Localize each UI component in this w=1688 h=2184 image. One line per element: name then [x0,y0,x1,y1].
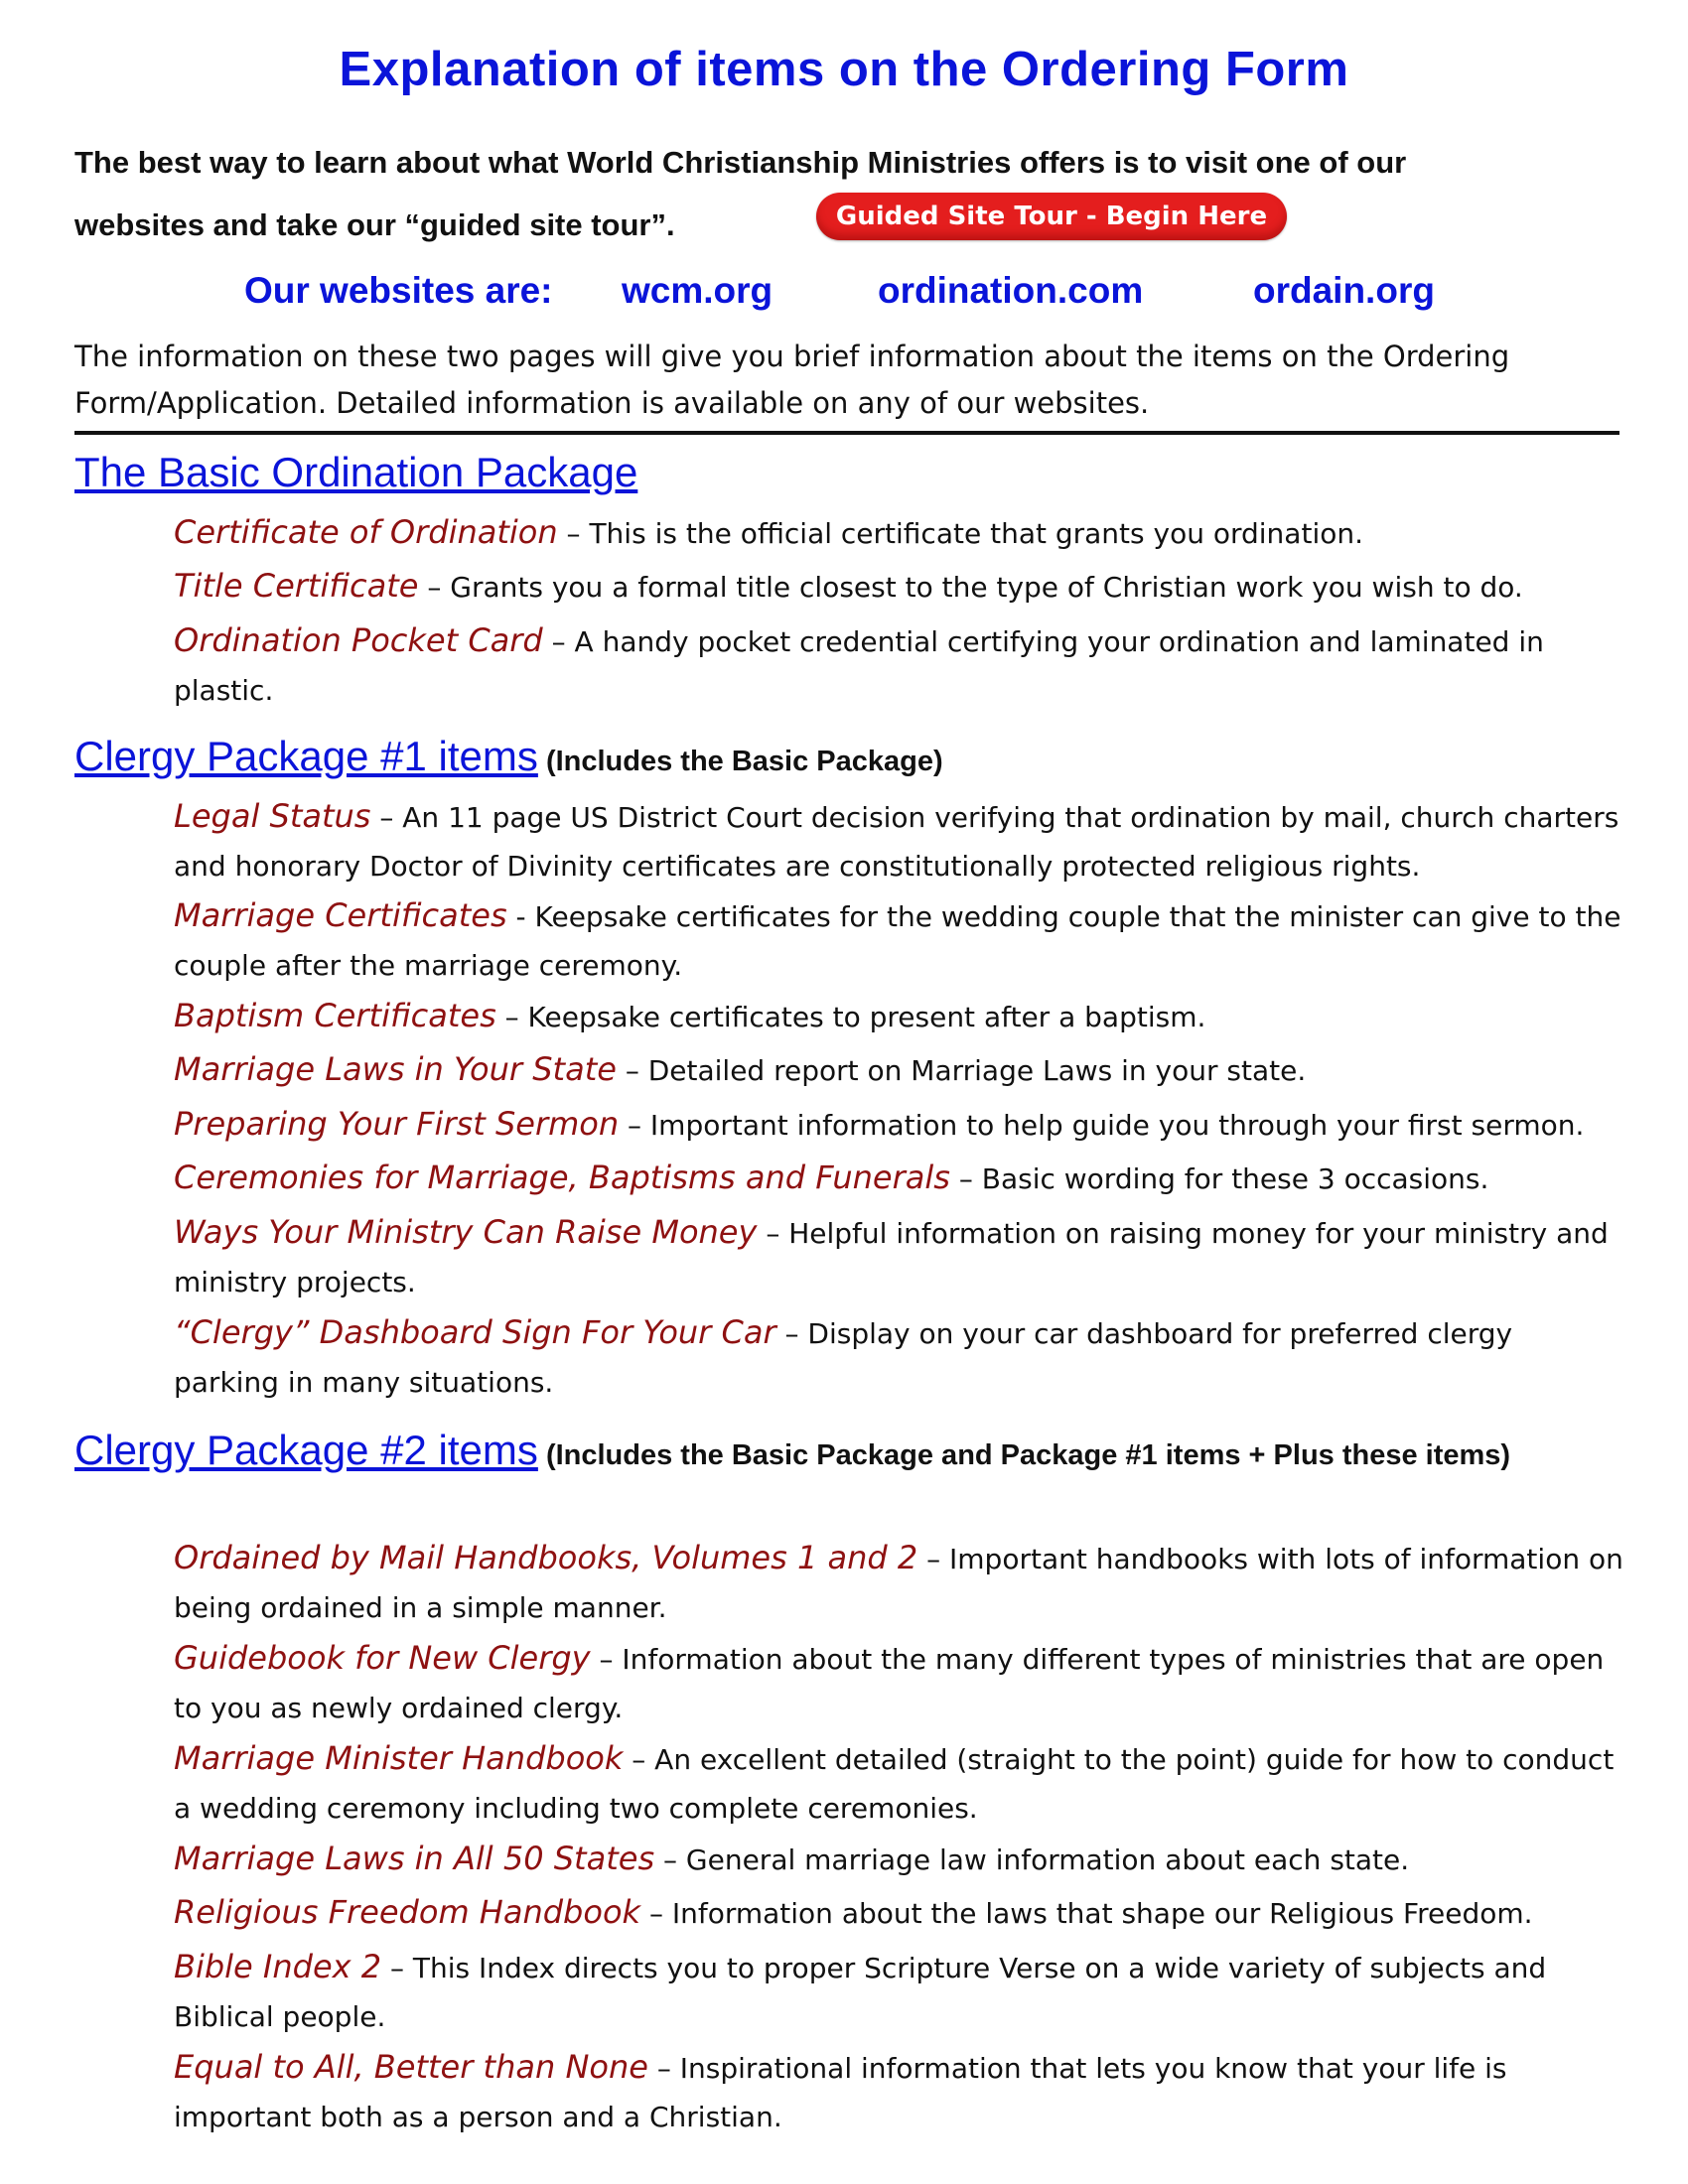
item-term: Baptism Certificates [174,997,496,1034]
divider [74,431,1619,435]
website-link-wcm[interactable]: wcm.org [622,270,774,311]
intro-line-2: websites and take our “guided site tour”. [74,207,675,242]
item-desc: - Keepsake certificates for the wedding couple that the minister can give to the couple after the marriage ceremony. [174,900,1621,982]
item-term: Ceremonies for Marriage, Baptisms and Funerals [174,1159,950,1196]
item-desc: – A handy pocket credential certifying your ordination and laminated in plastic. [174,625,1544,707]
item-desc: – Information about the many different types of ministries that are open to you as newly ordained clergy. [174,1643,1605,1724]
section-heading-clergy-2 [74,1427,1623,1479]
item-term: Marriage Laws in Your State [174,1050,617,1088]
section-link-clergy-2[interactable]: Clergy Package #2 items [74,1427,538,1473]
item-term: Marriage Minister Handbook [174,1739,624,1777]
item-term: Ways Your Ministry Can Raise Money [174,1213,758,1251]
item-term: Legal Status [174,797,371,835]
section-link-clergy-1[interactable]: Clergy Package #1 items [74,733,538,779]
item-desc: – Basic wording for these 3 occasions. [949,1162,1489,1195]
section-suffix: (Includes the Basic Package and Package #1 items + Plus these items) [537,1439,1511,1471]
list-item [174,1888,1623,1938]
websites-label: Our websites are: [244,270,553,311]
item-term: Marriage Laws in All 50 States [174,1840,655,1877]
intro-line-1: The best way to learn about what World Christianship Ministries offers is to visit one of our [74,145,1407,180]
list-item [174,1154,1623,1203]
item-term: Religious Freedom Handbook [174,1893,641,1931]
item-term: Title Certificate [174,567,419,605]
item-term: Guidebook for New Clergy [174,1639,591,1677]
list-item [174,1308,1623,1407]
list-item [174,1534,1623,1632]
page-title: Explanation of items on the Ordering Form [339,43,1349,96]
section-link-basic[interactable]: The Basic Ordination Package [74,449,638,495]
item-term: Preparing Your First Sermon [174,1105,620,1143]
item-desc: – An 11 page US District Court decision verifying that ordination by mail, church charters and honorary Doctor of Divinity certificates are constitutionally protected religious rights. [174,801,1619,883]
item-desc: – This is the official certificate that grants you ordination. [557,517,1363,550]
item-desc: – General marriage law information about each state. [654,1843,1410,1876]
item-desc: – This Index directs you to proper Scripture Verse on a wide variety of subjects and Biblical people. [174,1952,1547,2033]
list-item [174,616,1623,715]
item-desc: – Grants you a formal title closest to the type of Christian work you wish to do. [418,571,1523,604]
item-desc: – Information about the laws that shape our Religious Freedom. [640,1897,1533,1930]
list-item [174,1943,1623,2041]
item-term: Marriage Certificates [174,896,507,934]
list-item [174,1634,1623,1732]
item-term: Ordination Pocket Card [174,621,543,659]
item-desc: – Detailed report on Marriage Laws in your state. [616,1054,1307,1087]
item-desc: – An excellent detailed (straight to the point) guide for how to conduct a wedding ceremony including two complete ceremonies. [174,1743,1615,1825]
list-item [174,1045,1623,1095]
list-item [174,2043,1623,2141]
list-item [174,891,1623,990]
list-item [174,792,1623,890]
item-term: Certificate of Ordination [174,513,558,551]
guided-tour-button[interactable]: Guided Site Tour - Begin Here [816,193,1287,240]
list-item [174,1208,1623,1306]
list-item [174,1100,1623,1150]
list-item [174,1835,1623,1884]
section-heading-clergy-1 [74,733,1623,785]
list-item [174,1734,1623,1833]
item-desc: – Keepsake certificates to present after a baptism. [495,1001,1206,1033]
item-desc: – Important information to help guide you through your first sermon. [619,1109,1585,1142]
item-term: Equal to All, Better than None [174,2048,648,2086]
item-desc: – Inspirational information that lets you know that your life is important both as a person and a Christian. [174,2052,1507,2133]
list-item [174,992,1623,1041]
list-item [174,562,1623,612]
item-term: Ordained by Mail Handbooks, Volumes 1 and 2 [174,1539,918,1576]
websites-row [0,270,1688,320]
item-term: Bible Index 2 [174,1948,382,1985]
list-item [174,508,1623,558]
item-desc: – Helpful information on raising money for your ministry and ministry projects. [174,1217,1609,1298]
website-link-ordain[interactable]: ordain.org [1253,270,1435,311]
website-link-ordination[interactable]: ordination.com [878,270,1144,311]
item-desc: – Important handbooks with lots of information on being ordained in a simple manner. [174,1543,1623,1624]
item-term: “Clergy” Dashboard Sign For Your Car [174,1313,776,1351]
item-desc: – Display on your car dashboard for preferred clergy parking in many situations. [174,1317,1513,1399]
section-heading-basic [74,449,1623,501]
info-paragraph: The information on these two pages will give you brief information about the items on the Ordering Form/Application. Detailed information is available on any of our websites. [74,340,1510,420]
section-suffix: (Includes the Basic Package) [537,746,943,777]
